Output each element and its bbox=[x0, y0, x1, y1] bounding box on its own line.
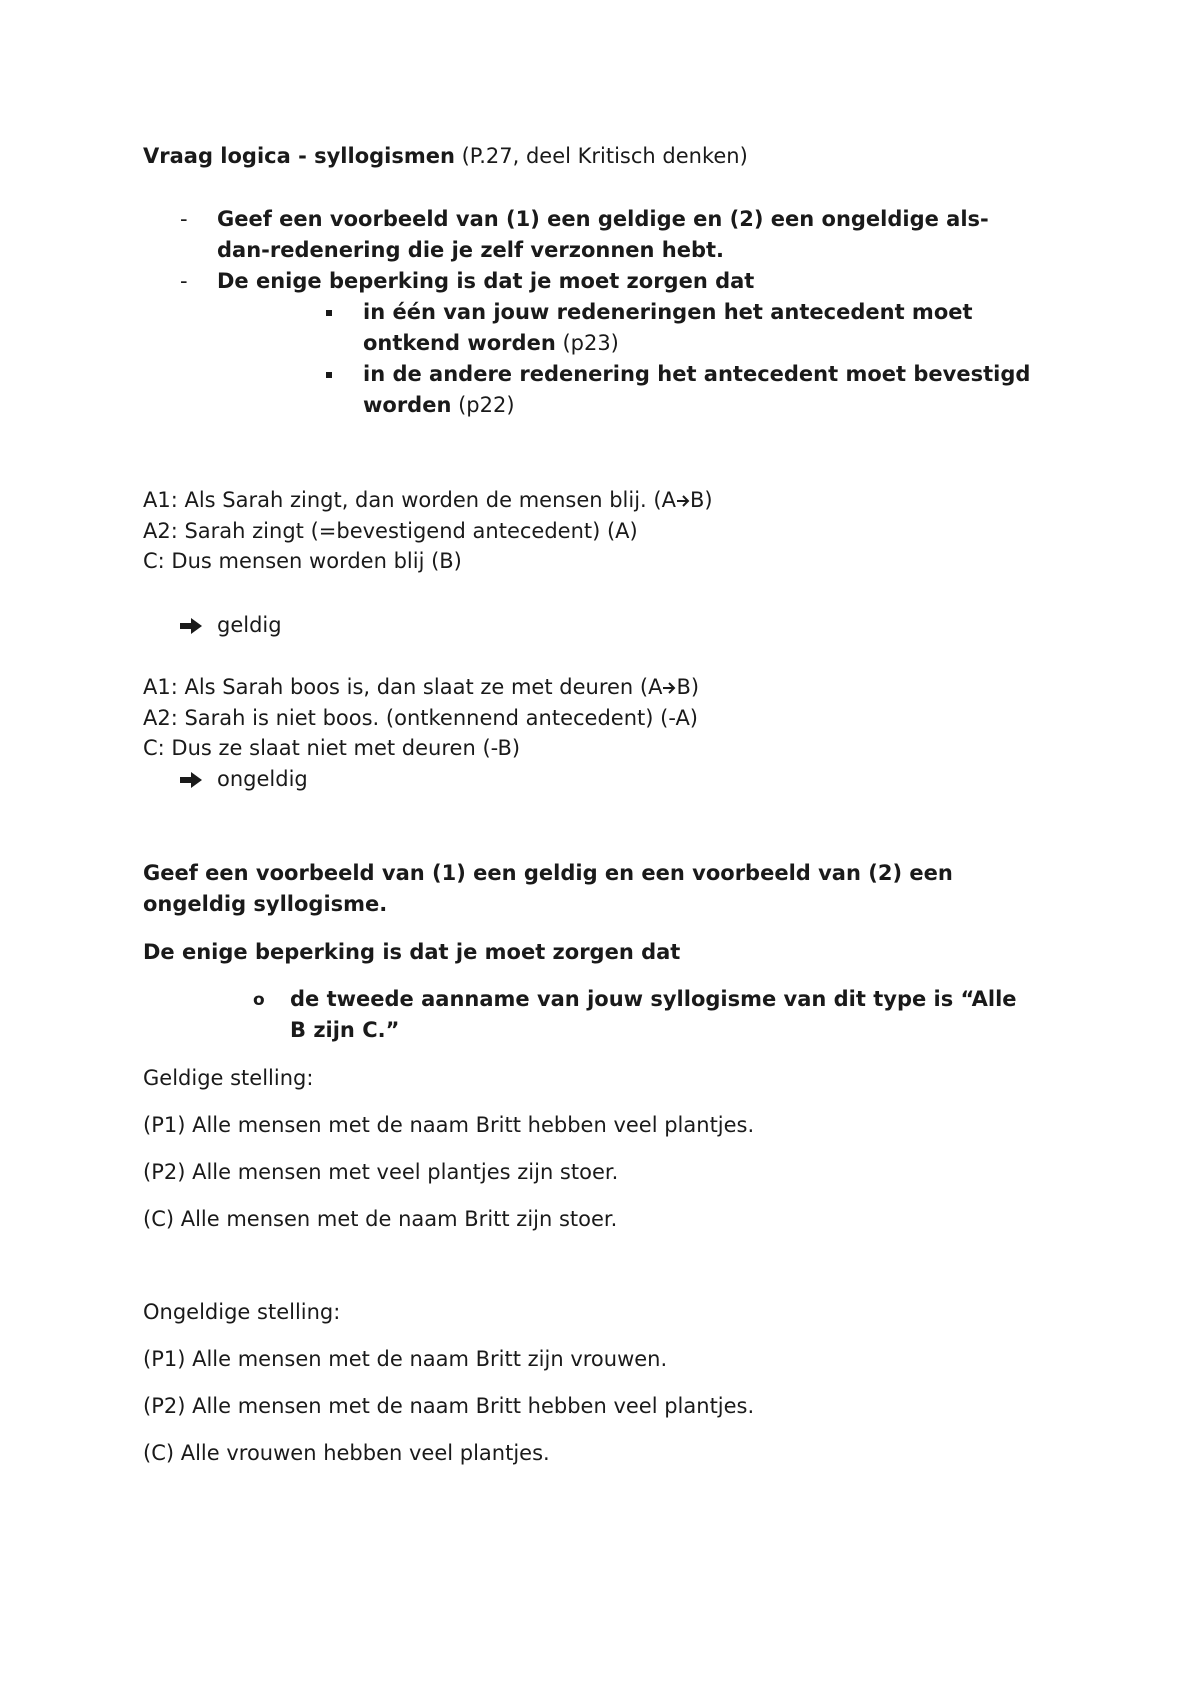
valid-premise2: (P2) Alle mensen met veel plantjes zijn stoer. bbox=[143, 1160, 619, 1184]
example1-conclusion: C: Dus mensen worden blij (B) bbox=[143, 549, 462, 573]
dash-bullet: - bbox=[180, 269, 188, 293]
dash-bullet: - bbox=[180, 207, 188, 231]
instruction-line: dan-redenering die je zelf verzonnen hebt. bbox=[217, 238, 725, 262]
page-reference: (p23) bbox=[555, 331, 619, 355]
question2-sub-bullet: B zijn C.” bbox=[290, 1018, 400, 1042]
constraint-line: De enige beperking is dat je moet zorgen dat bbox=[217, 269, 755, 293]
sub-bullet-line: in één van jouw redeneringen het antecedent moet bbox=[363, 300, 973, 324]
instruction-line: Geef een voorbeeld van (1) een geldige en (2) een ongeldige als- bbox=[217, 207, 989, 231]
sub-bullet-line: in de andere redenering het antecedent moet bevestigd bbox=[363, 362, 1031, 386]
question2-constraint: De enige beperking is dat je moet zorgen dat bbox=[143, 940, 681, 964]
sub-bullet-line bbox=[363, 390, 515, 421]
valid-conclusion: (C) Alle mensen met de naam Britt zijn stoer. bbox=[143, 1207, 618, 1231]
sub-bullet-bold: worden bbox=[363, 393, 452, 417]
arrow-right-icon bbox=[179, 617, 203, 635]
page-reference: (p22) bbox=[451, 393, 515, 417]
premise-text: A1: Als Sarah boos is, dan slaat ze met deuren (A bbox=[143, 675, 663, 699]
question-title-bold: Vraag logica - syllogismen bbox=[143, 144, 455, 168]
premise-text-end: B) bbox=[689, 488, 713, 512]
arrow-right-icon bbox=[179, 771, 203, 789]
example2-verdict: ongeldig bbox=[217, 767, 308, 791]
premise-text-end: B) bbox=[676, 675, 700, 699]
example2-conclusion: C: Dus ze slaat niet met deuren (-B) bbox=[143, 736, 521, 760]
sub-bullet-line bbox=[363, 328, 619, 359]
question-title-reference: (P.27, deel Kritisch denken) bbox=[454, 144, 748, 168]
sub-bullet-bold: ontkend worden bbox=[363, 331, 556, 355]
example2-premise2: A2: Sarah is niet boos. (ontkennend antecedent) (-A) bbox=[143, 706, 699, 730]
arrow-right-icon bbox=[676, 494, 690, 508]
premise-text: A1: Als Sarah zingt, dan worden de mensen blij. (A bbox=[143, 488, 676, 512]
question-title bbox=[143, 141, 748, 172]
square-bullet-icon bbox=[326, 310, 332, 316]
example1-premise2: A2: Sarah zingt (=bevestigend antecedent) (A) bbox=[143, 519, 638, 543]
circle-bullet-icon: o bbox=[253, 990, 265, 1010]
invalid-premise1: (P1) Alle mensen met de naam Britt zijn vrouwen. bbox=[143, 1347, 668, 1371]
valid-premise1: (P1) Alle mensen met de naam Britt hebben veel plantjes. bbox=[143, 1113, 755, 1137]
valid-heading: Geldige stelling: bbox=[143, 1066, 314, 1090]
invalid-heading: Ongeldige stelling: bbox=[143, 1300, 341, 1324]
example1-verdict: geldig bbox=[217, 613, 282, 637]
example1-premise1 bbox=[143, 485, 713, 516]
example2-premise1 bbox=[143, 672, 699, 703]
question2-sub-bullet: de tweede aanname van jouw syllogisme van dit type is “Alle bbox=[290, 987, 1017, 1011]
square-bullet-icon bbox=[326, 372, 332, 378]
question2-line: ongeldig syllogisme. bbox=[143, 892, 388, 916]
arrow-right-icon bbox=[662, 681, 676, 695]
invalid-conclusion: (C) Alle vrouwen hebben veel plantjes. bbox=[143, 1441, 550, 1465]
question2-line: Geef een voorbeeld van (1) een geldig en een voorbeeld van (2) een bbox=[143, 861, 953, 885]
invalid-premise2: (P2) Alle mensen met de naam Britt hebben veel plantjes. bbox=[143, 1394, 755, 1418]
